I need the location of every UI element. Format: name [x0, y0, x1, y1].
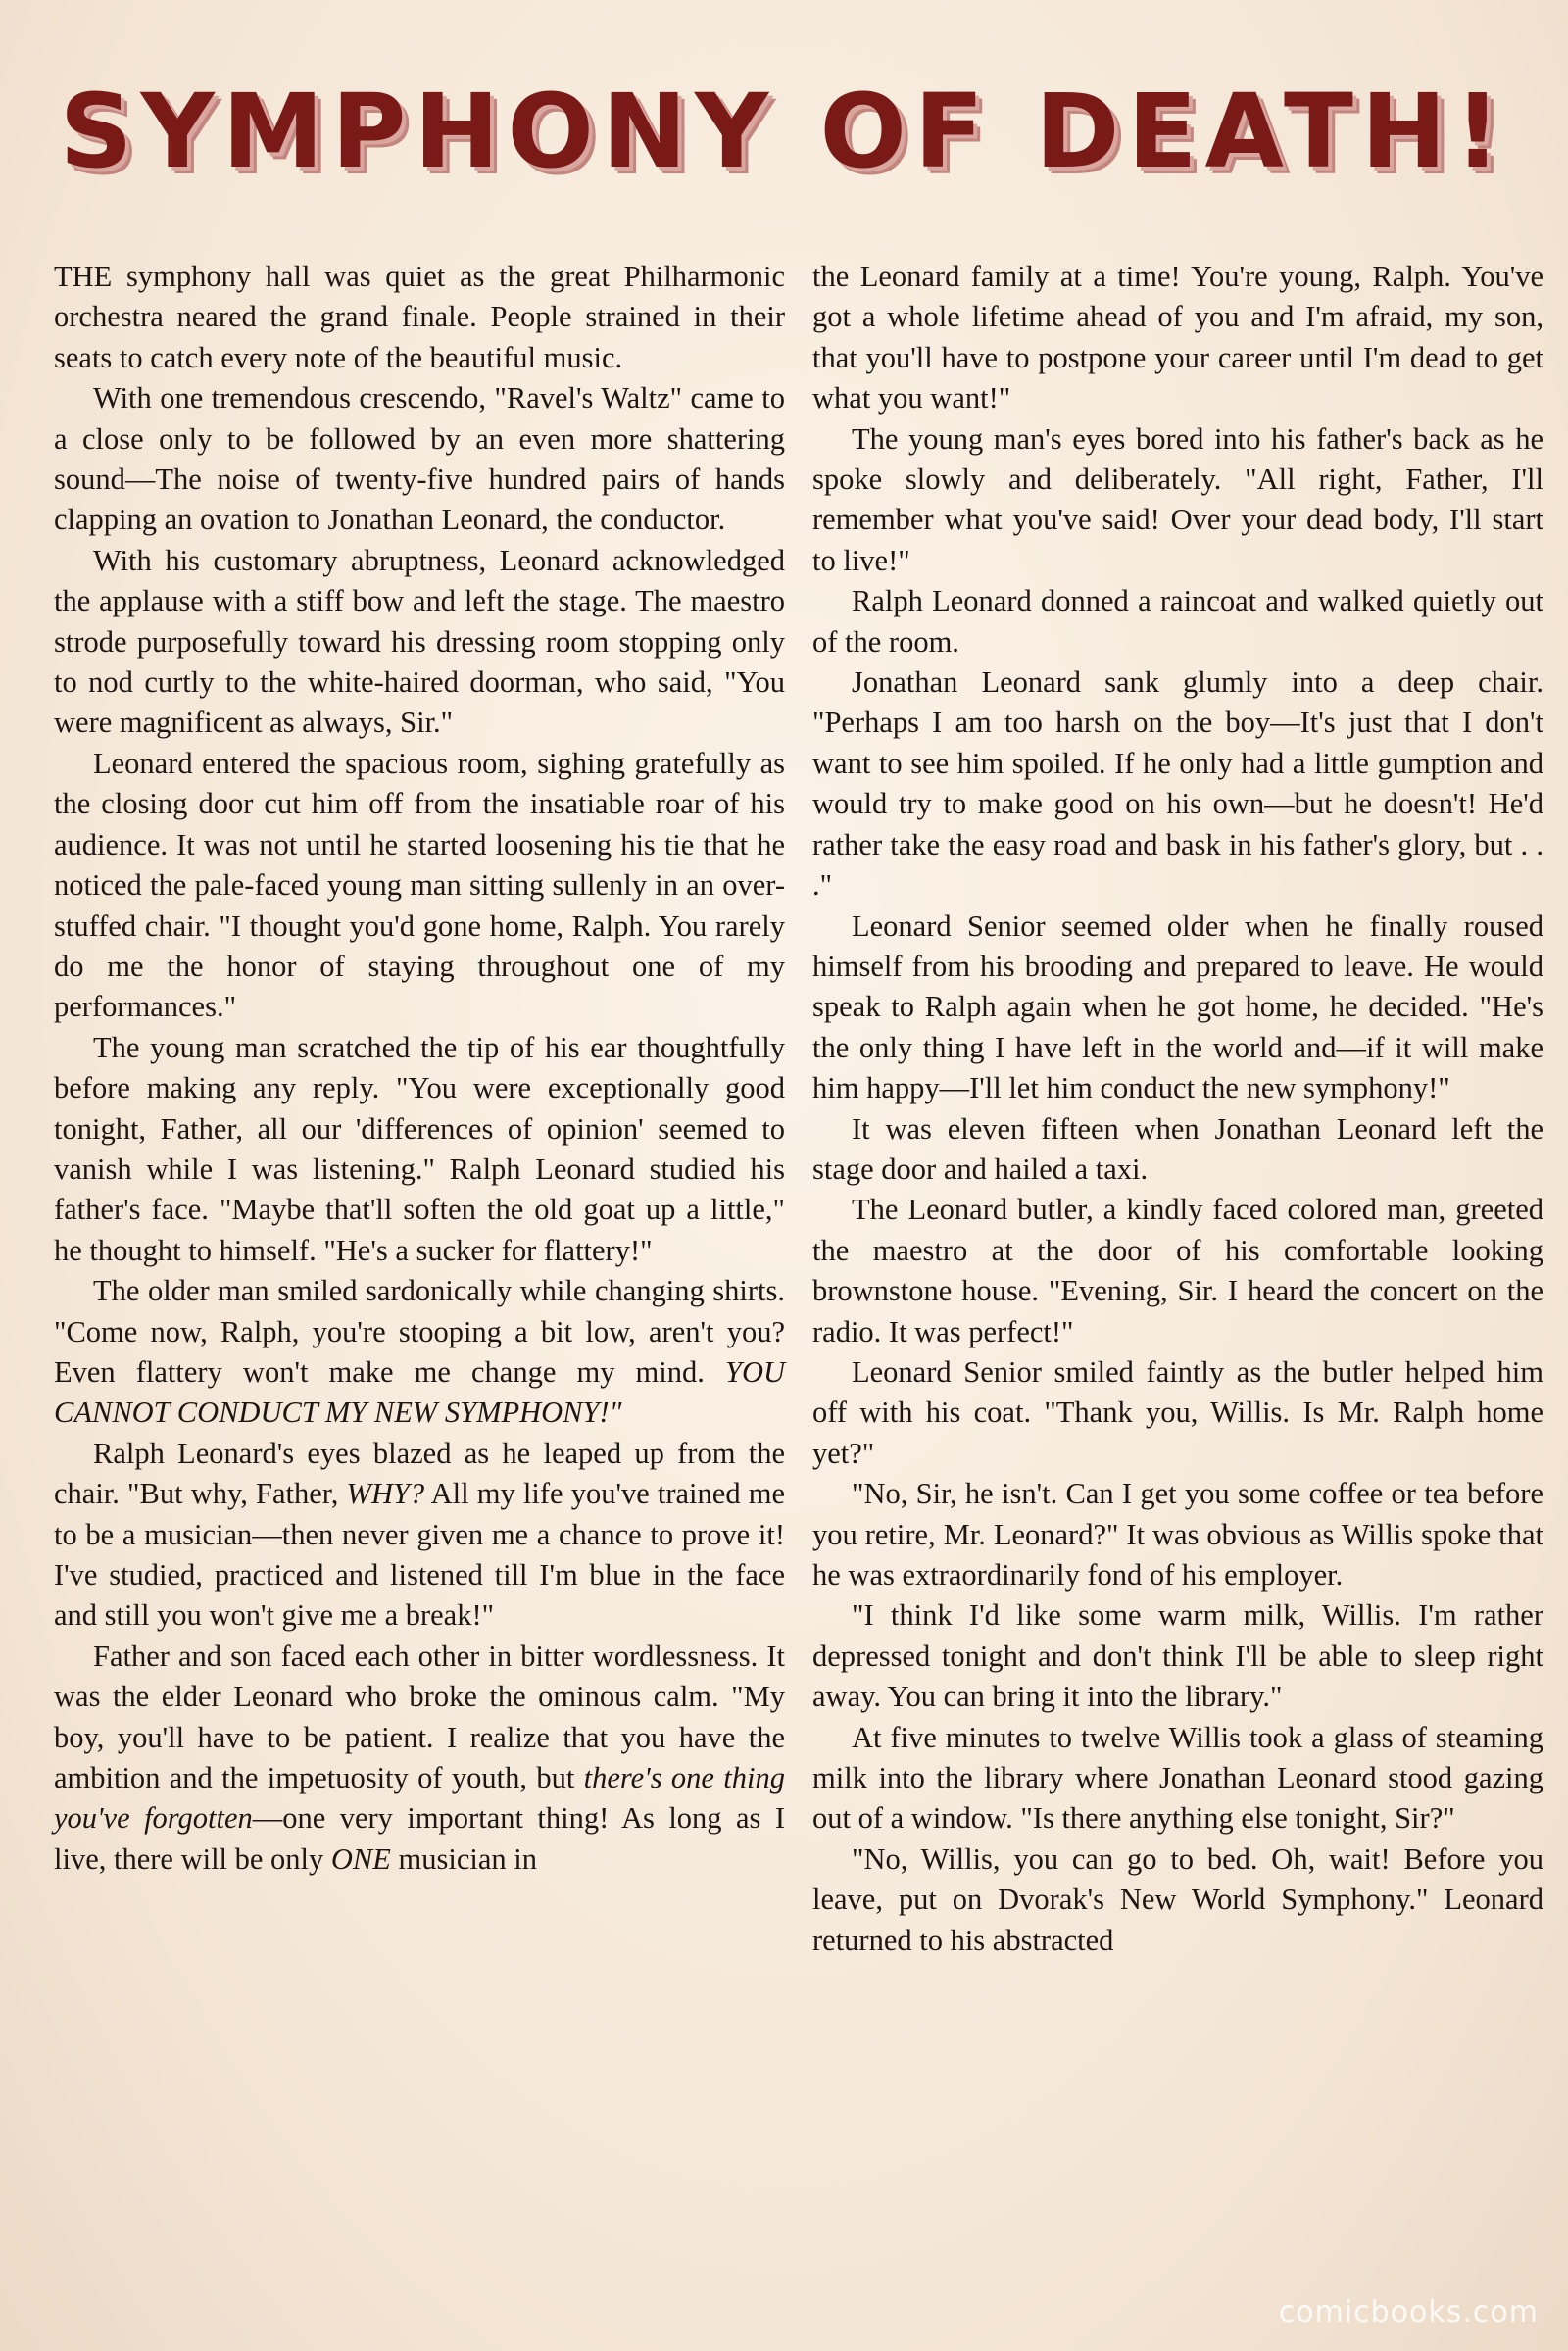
paragraph: the Leonard family at a time! You're young, Ralph. You've got a whole lifetime ahead of you and I'm afraid, my son, that you'll have to postpone your career until I'm dead to get what you want!" — [812, 260, 1544, 416]
paragraph — [54, 1271, 785, 1434]
paragraph: "No, Willis, you can go to bed. Oh, wait! Before you leave, put on Dvorak's New World Symphony." Leonard returned to his abstracted — [812, 1841, 1544, 1957]
paragraph — [54, 257, 785, 378]
paragraph: Leonard Senior seemed older when he finally roused himself from his brooding and prepared to leave. He would speak to Ralph again when he got home, he decided. "He's the only thing I have left in the world and—if it will make him happy—I'll let him conduct the new symphony!" — [812, 908, 1544, 1105]
paragraph: Leonard entered the spacious room, sighing gratefully as the closing door cut him off from the insatiable roar of his audience. It was not until he started loosening his tie that he noticed the pale-faced young man sitting sullenly in an over-stuffed chair. "I thought you'd gone home, Ralph. You rarely do me the honor of staying throughout one of my performances." — [54, 746, 785, 1024]
paragraph-text: —one very important thing! As long as I live, there will be only — [54, 1801, 785, 1876]
paragraph — [54, 1434, 785, 1637]
emphasis-text: YOU CANNOT CONDUCT MY NEW SYMPHONY!" — [54, 1354, 785, 1430]
paragraph: Ralph Leonard donned a raincoat and walked quietly out of the room. — [812, 584, 1544, 659]
paragraph: The Leonard butler, a kindly faced colored man, greeted the maestro at the door of his comfortable looking brownstone house. "Evening, Sir. I heard the concert on the radio. It was perfect!" — [812, 1193, 1544, 1348]
emphasis-text: WHY? — [346, 1477, 425, 1511]
paragraph-text: Father and son faced each other in bitter wordlessness. It was the elder Leonard who broke the ominous calm. "My boy, you'll have to be patient. I realize that you have the ambition and the impetuosity of youth, but — [54, 1639, 785, 1795]
paragraph — [54, 1637, 785, 1880]
paragraph-text: Ralph Leonard's eyes blazed as he leaped up from the chair. "But why, Father, — [54, 1436, 785, 1511]
paragraph: With his customary abruptness, Leonard acknowledged the applause with a stiff bow and left the stage. The maestro strode purposefully toward his dressing room stopping only to nod curtly to the white-haired doorman, who said, "You were magnificent as always, Sir." — [54, 543, 785, 740]
paragraph: The young man's eyes bored into his father's back as he spoke slowly and deliberately. "All right, Father, I'll remember what you've said! Over your dead body, I'll start to live!" — [812, 421, 1544, 577]
story-title: SYMPHONY OF DEATH! — [59, 72, 1509, 191]
emphasis-text: there's one thing you've forgotten — [54, 1761, 785, 1836]
paragraph-text: symphony hall was quiet as the great Philharmonic orchestra neared the grand finale. People strained in their seats to catch every note of the beautiful music. — [54, 260, 785, 374]
emphasis-text: ONE — [330, 1841, 391, 1876]
left-column — [54, 257, 785, 2276]
paragraph-text: The older man smiled sardonically while changing shirts. "Come now, Ralph, you're stooping a bit low, aren't you? Even flattery won't make me change my mind. — [54, 1274, 785, 1389]
lead-word: THE — [54, 260, 113, 293]
paragraph: At five minutes to twelve Willis took a glass of steaming milk into the library where Jonathan Leonard stood gazing out of a window. "Is there anything else tonight, Sir?" — [812, 1720, 1544, 1836]
paragraph: Leonard Senior smiled faintly as the butler helped him off with his coat. "Thank you, Willis. Is Mr. Ralph home yet?" — [812, 1354, 1544, 1470]
paragraph: "I think I'd like some warm milk, Willis. I'm rather depressed tonight and don't think I'll be able to sleep right away. You can bring it into the library." — [812, 1598, 1544, 1714]
paragraph: "No, Sir, he isn't. Can I get you some coffee or tea before you retire, Mr. Leonard?" It was obvious as Willis spoke that he was extraordinarily fond of his employer. — [812, 1477, 1544, 1592]
story-body — [54, 257, 1544, 2276]
paragraph: With one tremendous crescendo, "Ravel's Waltz" came to a close only to be followed by an even more shattering sound—The noise of twenty-five hundred pairs of hands clapping an ovation to Jonathan Leonard, the conductor. — [54, 381, 785, 537]
watermark: comicbooks.com — [1278, 2295, 1539, 2329]
paragraph-text: musician in — [390, 1841, 537, 1876]
paragraph: It was eleven fifteen when Jonathan Leonard left the stage door and hailed a taxi. — [812, 1111, 1544, 1186]
paragraph: Jonathan Leonard sank glumly into a deep chair. "Perhaps I am too harsh on the boy—It's just that I don't want to see him spoiled. If he only had a little gumption and would try to make good on his own—but he doesn't! He'd rather take the easy road and bask in his father's glory, but . . ." — [812, 665, 1544, 903]
right-column — [812, 257, 1544, 2276]
paragraph: The young man scratched the tip of his ear thoughtfully before making any reply. "You were exceptionally good tonight, Father, all our 'differences of opinion' seemed to vanish while I was listening." Ralph Leonard studied his father's face. "Maybe that'll soften the old goat up a little," he thought to himself. "He's a sucker for flattery!" — [54, 1030, 785, 1267]
paragraph-text: All my life you've trained me to be a musician—then never given me a chance to prove it! I've studied, practiced and listened till I'm blue in the face and still you won't give me a break!" — [54, 1477, 785, 1633]
